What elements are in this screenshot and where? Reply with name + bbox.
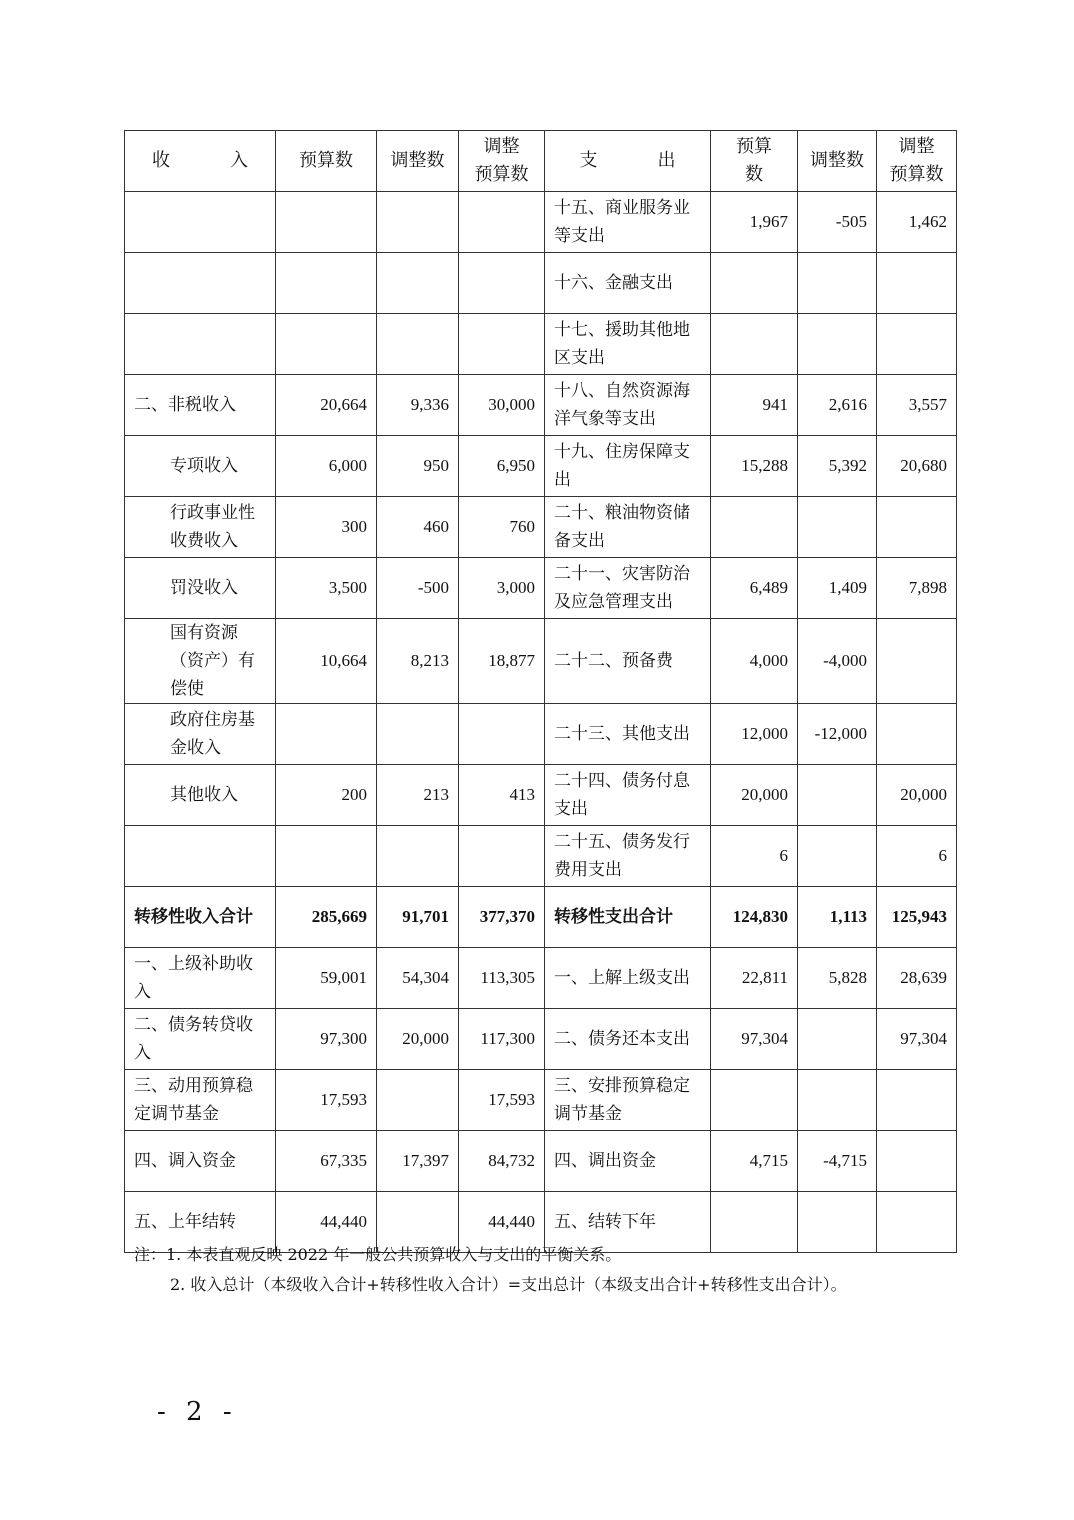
expense-budget-cell: 941: [711, 375, 798, 436]
income-adjusted-budget-cell: [459, 314, 545, 375]
expense-adjust-cell: -505: [798, 192, 877, 253]
expense-budget-cell: 6,489: [711, 558, 798, 619]
income-budget-cell: [276, 314, 377, 375]
expense-item-cell: 五、结转下年: [545, 1192, 711, 1253]
income-adjust-cell: [377, 1070, 459, 1131]
expense-adjust-cell: 1,409: [798, 558, 877, 619]
table-row: [125, 253, 957, 314]
expense-adjusted-budget-cell: [877, 1070, 957, 1131]
expense-budget-cell: [711, 497, 798, 558]
expense-budget-cell: 4,000: [711, 619, 798, 704]
expense-budget-cell: [711, 314, 798, 375]
header-adjusted-budget: 调整 预算数: [459, 131, 545, 192]
expense-adjusted-budget-cell: 125,943: [877, 887, 957, 948]
income-adjusted-budget-cell: [459, 704, 545, 765]
income-item-cell: 其他收入: [125, 765, 276, 826]
income-budget-cell: 67,335: [276, 1131, 377, 1192]
income-item-cell: 四、调入资金: [125, 1131, 276, 1192]
income-budget-cell: 17,593: [276, 1070, 377, 1131]
income-item-cell: 行政事业性收费收入: [125, 497, 276, 558]
table-row: [125, 826, 957, 887]
expense-item-cell: 二十五、债务发行费用支出: [545, 826, 711, 887]
income-item-cell: 国有资源（资产）有偿使: [125, 619, 276, 704]
expense-adjusted-budget-cell: 20,680: [877, 436, 957, 497]
expense-budget-cell: 97,304: [711, 1009, 798, 1070]
expense-adjusted-budget-cell: 6: [877, 826, 957, 887]
header-adjusted-budget-exp: 调整 预算数: [877, 131, 957, 192]
expense-adjust-cell: -4,715: [798, 1131, 877, 1192]
income-adjusted-budget-cell: 760: [459, 497, 545, 558]
income-item-cell: 一、上级补助收入: [125, 948, 276, 1009]
income-adjust-cell: [377, 704, 459, 765]
income-item-cell: [125, 253, 276, 314]
income-item-cell: 三、动用预算稳定调节基金: [125, 1070, 276, 1131]
income-budget-cell: 6,000: [276, 436, 377, 497]
expense-budget-cell: 20,000: [711, 765, 798, 826]
income-adjust-cell: 20,000: [377, 1009, 459, 1070]
income-item-cell: [125, 314, 276, 375]
expense-adjusted-budget-cell: [877, 253, 957, 314]
table-notes: [134, 1240, 954, 1300]
table-row: [125, 1009, 957, 1070]
income-budget-cell: [276, 704, 377, 765]
income-adjusted-budget-cell: 30,000: [459, 375, 545, 436]
income-adjusted-budget-cell: 44,440: [459, 1192, 545, 1253]
income-budget-cell: [276, 826, 377, 887]
income-adjusted-budget-cell: [459, 253, 545, 314]
expense-adjusted-budget-cell: [877, 619, 957, 704]
income-adjusted-budget-cell: 377,370: [459, 887, 545, 948]
income-adjust-cell: [377, 314, 459, 375]
income-budget-cell: 285,669: [276, 887, 377, 948]
income-budget-cell: 44,440: [276, 1192, 377, 1253]
income-adjust-cell: 54,304: [377, 948, 459, 1009]
expense-budget-cell: 22,811: [711, 948, 798, 1009]
expense-adjust-cell: [798, 314, 877, 375]
income-adjust-cell: 8,213: [377, 619, 459, 704]
income-adjusted-budget-cell: 6,950: [459, 436, 545, 497]
income-adjust-cell: 9,336: [377, 375, 459, 436]
expense-budget-cell: [711, 1070, 798, 1131]
expense-item-cell: 十六、金融支出: [545, 253, 711, 314]
table-row: [125, 1131, 957, 1192]
expense-item-cell: 十七、援助其他地区支出: [545, 314, 711, 375]
table-row: [125, 436, 957, 497]
income-adjusted-budget-cell: 413: [459, 765, 545, 826]
income-adjust-cell: [377, 192, 459, 253]
expense-adjusted-budget-cell: 3,557: [877, 375, 957, 436]
expense-adjusted-budget-cell: 7,898: [877, 558, 957, 619]
expense-adjust-cell: 2,616: [798, 375, 877, 436]
expense-budget-cell: 4,715: [711, 1131, 798, 1192]
income-budget-cell: 300: [276, 497, 377, 558]
income-budget-cell: 20,664: [276, 375, 377, 436]
income-item-cell: 罚没收入: [125, 558, 276, 619]
expense-adjust-cell: [798, 253, 877, 314]
expense-adjusted-budget-cell: 97,304: [877, 1009, 957, 1070]
expense-budget-cell: [711, 253, 798, 314]
expense-budget-cell: 12,000: [711, 704, 798, 765]
expense-budget-cell: 124,830: [711, 887, 798, 948]
income-adjust-cell: 950: [377, 436, 459, 497]
expense-adjust-cell: -4,000: [798, 619, 877, 704]
income-adjusted-budget-cell: 17,593: [459, 1070, 545, 1131]
income-adjust-cell: [377, 253, 459, 314]
expense-budget-cell: 1,967: [711, 192, 798, 253]
expense-item-cell: 二十二、预备费: [545, 619, 711, 704]
table-row: [125, 558, 957, 619]
expense-adjust-cell: 1,113: [798, 887, 877, 948]
expense-adjusted-budget-cell: 28,639: [877, 948, 957, 1009]
income-adjust-cell: 460: [377, 497, 459, 558]
income-item-cell: 专项收入: [125, 436, 276, 497]
table-header-row: [125, 131, 957, 192]
expense-adjust-cell: [798, 765, 877, 826]
income-item-cell: 二、非税收入: [125, 375, 276, 436]
expense-adjusted-budget-cell: [877, 1131, 957, 1192]
table-row: [125, 1070, 957, 1131]
income-budget-cell: [276, 253, 377, 314]
income-budget-cell: 59,001: [276, 948, 377, 1009]
expense-item-cell: 二十三、其他支出: [545, 704, 711, 765]
expense-item-cell: 二十、粮油物资储备支出: [545, 497, 711, 558]
expense-item-cell: 十八、自然资源海洋气象等支出: [545, 375, 711, 436]
income-budget-cell: 200: [276, 765, 377, 826]
income-adjust-cell: -500: [377, 558, 459, 619]
income-adjust-cell: 91,701: [377, 887, 459, 948]
expense-adjusted-budget-cell: [877, 314, 957, 375]
income-item-cell: 政府住房基金收入: [125, 704, 276, 765]
table-row: [125, 497, 957, 558]
expense-adjust-cell: [798, 1009, 877, 1070]
income-adjusted-budget-cell: [459, 826, 545, 887]
header-expense: 支 出: [545, 131, 711, 192]
table-row: [125, 765, 957, 826]
expense-adjust-cell: 5,828: [798, 948, 877, 1009]
expense-budget-cell: 6: [711, 826, 798, 887]
header-adjust: 调整数: [377, 131, 459, 192]
expense-item-cell: 转移性支出合计: [545, 887, 711, 948]
income-budget-cell: 3,500: [276, 558, 377, 619]
expense-item-cell: 一、上解上级支出: [545, 948, 711, 1009]
expense-adjust-cell: [798, 497, 877, 558]
page-number: - 2 -: [157, 1397, 238, 1427]
income-adjust-cell: 213: [377, 765, 459, 826]
expense-item-cell: 十五、商业服务业等支出: [545, 192, 711, 253]
header-budget: 预算数: [276, 131, 377, 192]
expense-adjusted-budget-cell: 1,462: [877, 192, 957, 253]
header-adjust-exp: 调整数: [798, 131, 877, 192]
income-adjusted-budget-cell: 113,305: [459, 948, 545, 1009]
income-adjusted-budget-cell: 84,732: [459, 1131, 545, 1192]
expense-item-cell: 十九、住房保障支出: [545, 436, 711, 497]
expense-adjust-cell: [798, 1070, 877, 1131]
expense-budget-cell: 15,288: [711, 436, 798, 497]
income-adjust-cell: 17,397: [377, 1131, 459, 1192]
expense-adjusted-budget-cell: [877, 704, 957, 765]
table-row: [125, 887, 957, 948]
table-row: [125, 375, 957, 436]
expense-adjusted-budget-cell: [877, 497, 957, 558]
expense-adjust-cell: 5,392: [798, 436, 877, 497]
table-row: [125, 704, 957, 765]
income-adjusted-budget-cell: 117,300: [459, 1009, 545, 1070]
header-income: 收 入: [125, 131, 276, 192]
income-item-cell: 二、债务转贷收入: [125, 1009, 276, 1070]
expense-item-cell: 三、安排预算稳定调节基金: [545, 1070, 711, 1131]
table-body: [125, 192, 957, 1253]
income-budget-cell: 97,300: [276, 1009, 377, 1070]
income-item-cell: [125, 826, 276, 887]
header-budget-exp: 预算 数: [711, 131, 798, 192]
income-adjusted-budget-cell: 3,000: [459, 558, 545, 619]
income-adjusted-budget-cell: [459, 192, 545, 253]
income-budget-cell: 10,664: [276, 619, 377, 704]
expense-adjusted-budget-cell: 20,000: [877, 765, 957, 826]
expense-item-cell: 四、调出资金: [545, 1131, 711, 1192]
income-item-cell: 五、上年结转: [125, 1192, 276, 1253]
table-row: [125, 619, 957, 704]
expense-item-cell: 二十一、灾害防治及应急管理支出: [545, 558, 711, 619]
income-budget-cell: [276, 192, 377, 253]
expense-item-cell: 二、债务还本支出: [545, 1009, 711, 1070]
note-line-2: 2. 收入总计（本级收入合计+转移性收入合计）=支出总计（本级支出合计+转移性支出合计）。: [170, 1275, 847, 1294]
income-item-cell: [125, 192, 276, 253]
table-row: [125, 314, 957, 375]
income-item-cell: 转移性收入合计: [125, 887, 276, 948]
table-row: [125, 192, 957, 253]
expense-item-cell: 二十四、债务付息支出: [545, 765, 711, 826]
income-adjust-cell: [377, 826, 459, 887]
income-adjusted-budget-cell: 18,877: [459, 619, 545, 704]
budget-balance-table: [124, 130, 957, 1253]
note-line-1: 注：1. 本表直观反映 2022 年一般公共预算收入与支出的平衡关系。: [134, 1245, 622, 1264]
expense-adjust-cell: -12,000: [798, 704, 877, 765]
expense-adjust-cell: [798, 826, 877, 887]
table-row: [125, 948, 957, 1009]
